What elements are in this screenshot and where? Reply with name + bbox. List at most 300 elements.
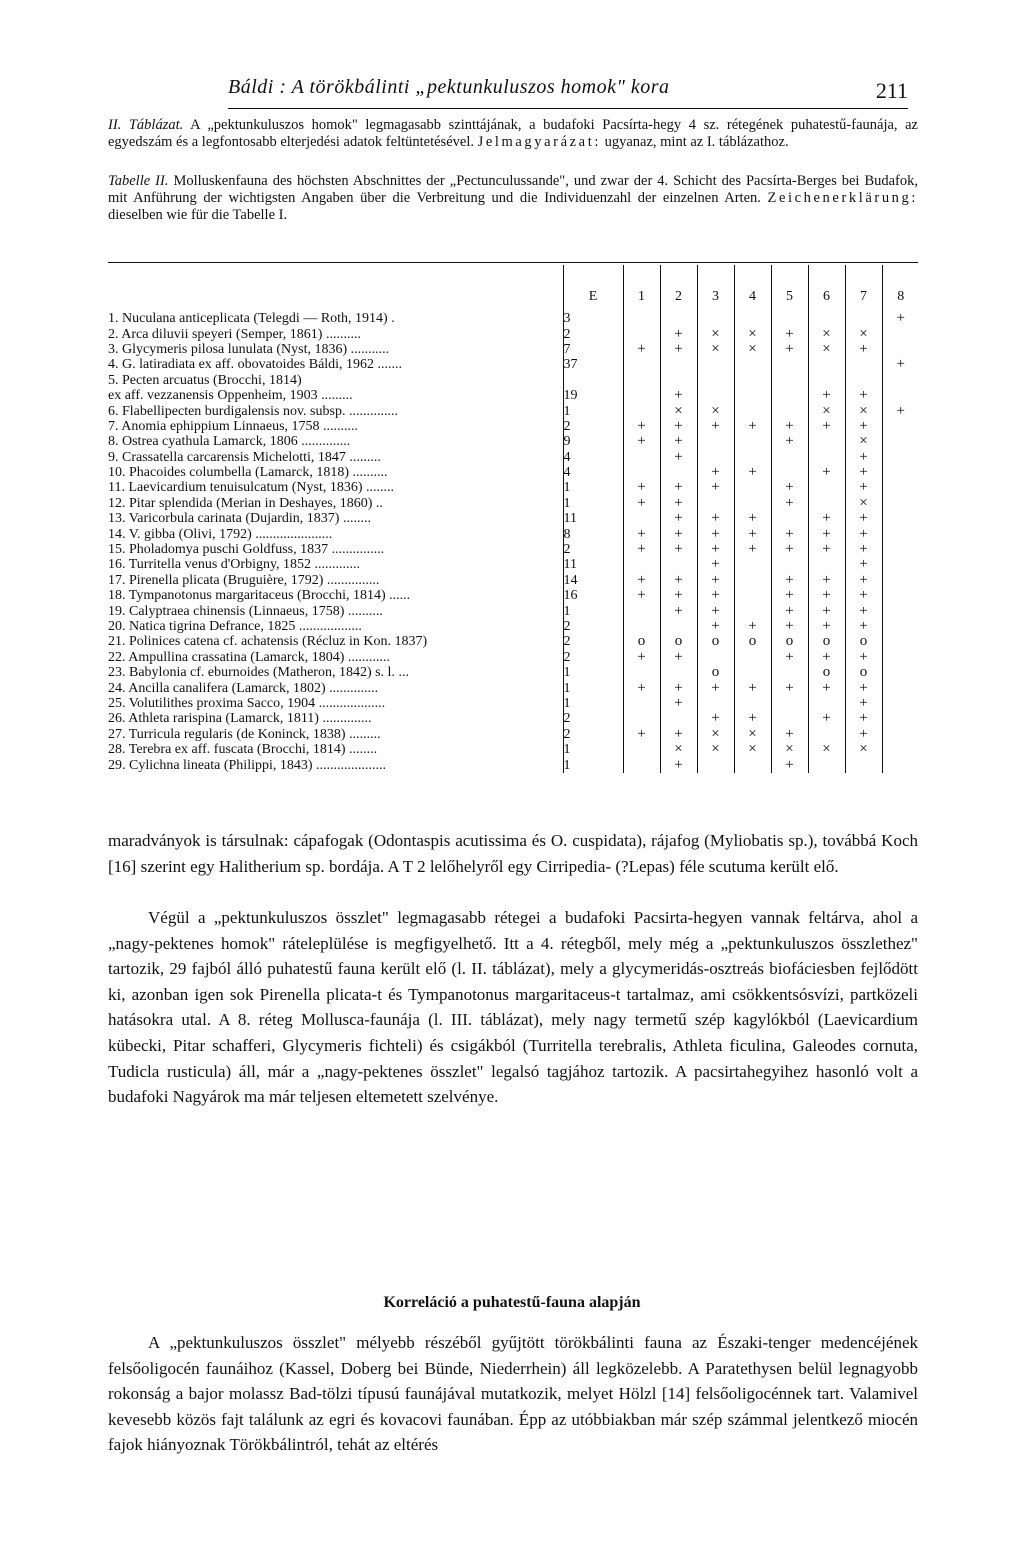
paragraph-1-text: maradványok is társulnak: cápafogak (Odontaspis acutissima és O. cuspidata), rájafog (Myliobatis sp.), továbbá Koch [16] szerint egy Halitherium sp. bordája. A T 2 lelőhelyről egy Cirripedia- (?Lepas) féle scutuma került elő. bbox=[108, 831, 918, 876]
table-row bbox=[108, 388, 919, 403]
distribution-cell: + bbox=[771, 480, 808, 495]
distribution-cell: + bbox=[660, 603, 697, 618]
distribution-cell: + bbox=[845, 557, 882, 572]
distribution-cell: + bbox=[697, 419, 734, 434]
distribution-cell: + bbox=[771, 342, 808, 357]
species-name: 26. Athleta rarispina (Lamarck, 1811) .............. bbox=[108, 711, 372, 727]
distribution-cell: + bbox=[623, 650, 660, 665]
distribution-cell: + bbox=[845, 526, 882, 541]
distribution-cell: × bbox=[734, 742, 771, 757]
distribution-cell bbox=[734, 311, 771, 326]
table-row bbox=[108, 496, 919, 511]
table-header-col-6: 6 bbox=[808, 265, 845, 311]
distribution-cell bbox=[734, 480, 771, 495]
table-row bbox=[108, 342, 919, 357]
species-name: 11. Laevicardium tenuisulcatum (Nyst, 1836) ........ bbox=[108, 480, 395, 496]
distribution-cell: × bbox=[734, 342, 771, 357]
distribution-cell bbox=[734, 650, 771, 665]
distribution-cell: + bbox=[734, 542, 771, 557]
distribution-cell: + bbox=[660, 680, 697, 695]
distribution-cell: + bbox=[771, 619, 808, 634]
individual-count: 2 bbox=[563, 727, 623, 742]
distribution-cell: + bbox=[697, 480, 734, 495]
distribution-cell: × bbox=[845, 496, 882, 511]
distribution-cell: + bbox=[734, 526, 771, 541]
distribution-cell bbox=[660, 665, 697, 680]
species-name: 28. Terebra ex aff. fuscata (Brocchi, 1814) ........ bbox=[108, 742, 378, 758]
individual-count bbox=[563, 373, 623, 388]
distribution-cell: + bbox=[771, 757, 808, 772]
distribution-cell bbox=[882, 557, 919, 572]
individual-count: 1 bbox=[563, 496, 623, 511]
species-name: 12. Pitar splendida (Merian in Deshayes, 1860) .. bbox=[108, 495, 383, 511]
individual-count: 14 bbox=[563, 573, 623, 588]
distribution-cell: + bbox=[882, 357, 919, 372]
table-top-rule bbox=[108, 262, 918, 263]
distribution-cell bbox=[808, 496, 845, 511]
distribution-cell bbox=[808, 757, 845, 772]
distribution-cell bbox=[771, 711, 808, 726]
individual-count: 1 bbox=[563, 757, 623, 772]
body-paragraph-3 bbox=[108, 1330, 918, 1458]
species-name: 19. Calyptraea chinensis (Linnaeus, 1758) .......... bbox=[108, 603, 383, 619]
distribution-cell bbox=[771, 696, 808, 711]
table-row bbox=[108, 311, 919, 326]
distribution-cell: + bbox=[660, 757, 697, 772]
distribution-cell bbox=[623, 557, 660, 572]
distribution-cell bbox=[771, 465, 808, 480]
distribution-cell bbox=[882, 388, 919, 403]
distribution-cell bbox=[808, 357, 845, 372]
species-name: ex aff. vezzanensis Oppenheim, 1903 ......... bbox=[108, 388, 353, 404]
distribution-cell: + bbox=[882, 403, 919, 418]
individual-count: 7 bbox=[563, 342, 623, 357]
table-row bbox=[108, 711, 919, 726]
species-name: 4. G. latiradiata ex aff. obovatoides Báldi, 1962 ....... bbox=[108, 357, 403, 373]
species-name: 5. Pecten arcuatus (Brocchi, 1814) bbox=[108, 372, 302, 388]
distribution-cell bbox=[882, 619, 919, 634]
distribution-cell: + bbox=[845, 619, 882, 634]
distribution-cell bbox=[771, 373, 808, 388]
fauna-table bbox=[108, 265, 919, 773]
species-name: 14. V. gibba (Olivi, 1792) ...................... bbox=[108, 526, 333, 542]
distribution-cell bbox=[808, 727, 845, 742]
table-caption-hungarian bbox=[108, 117, 918, 151]
distribution-cell: o bbox=[697, 634, 734, 649]
species-name: 17. Pirenella plicata (Bruguière, 1792) ............... bbox=[108, 572, 380, 588]
table-header-species bbox=[108, 265, 563, 311]
distribution-cell: + bbox=[660, 696, 697, 711]
distribution-cell: + bbox=[845, 573, 882, 588]
table-row bbox=[108, 619, 919, 634]
paragraph-2-text: Végül a „pektunkuluszos összlet" legmagasabb rétegei a budafoki Pacsirta-hegyen vannak feltárva, ahol a „nagy-pektenes homok" ráteleplülése is megfigyelhető. Itt a 4. rétegből, mely még a „pektunkuluszos összlethez" tartozik, 29 fajból álló puhatestű fauna került elő (l. II. táblázat), mely a glycymeridás-osztreás biofáciesben fejlődött ki, azonban igen sok Pirenella plicata-t és Tympanotonus margaritaceus-t tartalmaz, ami csökkentsósvízi, partközeli hatásokra utal. A 8. réteg Mollusca-faunája (l. III. táblázat), mely nagy termetű szép kagylókból (Laevicardium kübecki, Pitar schafferi, Glycymeris fichteli) és csigákból (Turritella terebralis, Athleta ficulina, Galeodes cornuta, Tudicla rusticula) áll, már a „nagy-pektenes összlet" legalsó tagjához tartozik. A pacsirtahegyihez hasonló volt a budafoki Nagyárok ma már teljesen eltemetett szelvénye. bbox=[108, 908, 918, 1107]
distribution-cell: × bbox=[697, 342, 734, 357]
caption-title-de: Tabelle II. bbox=[108, 173, 169, 189]
distribution-cell: + bbox=[771, 419, 808, 434]
distribution-cell bbox=[623, 403, 660, 418]
distribution-cell bbox=[808, 311, 845, 326]
distribution-cell: + bbox=[697, 711, 734, 726]
distribution-cell bbox=[623, 511, 660, 526]
distribution-cell: + bbox=[660, 588, 697, 603]
distribution-cell: + bbox=[734, 711, 771, 726]
distribution-cell bbox=[882, 711, 919, 726]
distribution-cell: o bbox=[808, 634, 845, 649]
distribution-cell bbox=[623, 311, 660, 326]
distribution-cell: o bbox=[623, 634, 660, 649]
distribution-cell bbox=[882, 603, 919, 618]
distribution-cell bbox=[623, 757, 660, 772]
distribution-cell: + bbox=[845, 727, 882, 742]
distribution-cell bbox=[771, 311, 808, 326]
distribution-cell: + bbox=[660, 419, 697, 434]
species-name: 23. Babylonia cf. eburnoides (Matheron, 1842) s. l. ... bbox=[108, 665, 409, 681]
distribution-cell: + bbox=[808, 588, 845, 603]
distribution-cell bbox=[660, 711, 697, 726]
table-caption-german bbox=[108, 173, 918, 224]
distribution-cell bbox=[697, 434, 734, 449]
distribution-cell: + bbox=[771, 496, 808, 511]
distribution-cell: + bbox=[845, 342, 882, 357]
table-row bbox=[108, 465, 919, 480]
distribution-cell: + bbox=[734, 680, 771, 695]
distribution-cell: + bbox=[771, 542, 808, 557]
distribution-cell: × bbox=[808, 403, 845, 418]
individual-count: 1 bbox=[563, 680, 623, 695]
distribution-cell bbox=[697, 696, 734, 711]
distribution-cell: + bbox=[845, 511, 882, 526]
distribution-cell bbox=[623, 711, 660, 726]
distribution-cell: + bbox=[845, 465, 882, 480]
distribution-cell bbox=[623, 603, 660, 618]
species-name: 29. Cylichna lineata (Philippi, 1843) .................... bbox=[108, 757, 387, 773]
distribution-cell: + bbox=[808, 603, 845, 618]
distribution-cell bbox=[845, 757, 882, 772]
distribution-cell bbox=[882, 588, 919, 603]
distribution-cell: + bbox=[623, 480, 660, 495]
distribution-cell bbox=[845, 373, 882, 388]
distribution-cell: + bbox=[845, 696, 882, 711]
species-name: 10. Phacoides columbella (Lamarck, 1818) .......... bbox=[108, 465, 388, 481]
distribution-cell bbox=[623, 619, 660, 634]
table-header-col-E: E bbox=[563, 265, 623, 311]
distribution-cell bbox=[882, 526, 919, 541]
page-number: 211 bbox=[875, 78, 908, 103]
distribution-cell bbox=[882, 480, 919, 495]
header-rule bbox=[228, 108, 908, 109]
distribution-cell bbox=[623, 465, 660, 480]
distribution-cell bbox=[808, 696, 845, 711]
individual-count: 1 bbox=[563, 403, 623, 418]
distribution-cell bbox=[734, 757, 771, 772]
distribution-cell: × bbox=[697, 326, 734, 341]
distribution-cell bbox=[734, 588, 771, 603]
paragraph-3-text: A „pektunkuluszos összlet" mélyebb részéből gyűjtött törökbálinti fauna az Északi-tenger medencéjének felsőoligocén faunáihoz (Kassel, Doberg bei Bünde, Niederrhein) áll legközelebb. A Paratethysen belül legnagyobb rokonság a bajor molassz Bad-tölzi típusú faunájával mutatkozik, melyet Hölzl [14] felsőoligocénnek tart. Valamivel kevesebb közös fajt találunk az egri és kovacovi faunában. Épp az utóbbiakban már szép számmal jelentkező miocén fajok hiányoznak Törökbálintról, tehát az eltérés bbox=[108, 1333, 918, 1455]
table-row bbox=[108, 326, 919, 341]
individual-count: 4 bbox=[563, 450, 623, 465]
distribution-cell bbox=[882, 434, 919, 449]
caption-legend-text-de: dieselben wie für die Tabelle I. bbox=[108, 207, 288, 223]
distribution-cell bbox=[882, 650, 919, 665]
individual-count: 1 bbox=[563, 696, 623, 711]
distribution-cell: + bbox=[845, 388, 882, 403]
distribution-cell bbox=[882, 326, 919, 341]
distribution-cell bbox=[845, 357, 882, 372]
distribution-cell bbox=[697, 650, 734, 665]
distribution-cell: + bbox=[660, 326, 697, 341]
distribution-cell bbox=[660, 357, 697, 372]
distribution-cell bbox=[882, 511, 919, 526]
distribution-cell: + bbox=[623, 434, 660, 449]
distribution-cell: o bbox=[845, 634, 882, 649]
distribution-cell: × bbox=[808, 742, 845, 757]
distribution-cell bbox=[660, 311, 697, 326]
distribution-cell bbox=[882, 450, 919, 465]
caption-legend-text-hu: ugyanaz, mint az I. táblázathoz. bbox=[604, 134, 789, 150]
table-row bbox=[108, 696, 919, 711]
distribution-cell: + bbox=[697, 557, 734, 572]
distribution-cell: + bbox=[660, 727, 697, 742]
distribution-cell bbox=[734, 665, 771, 680]
distribution-cell bbox=[882, 634, 919, 649]
table-header-col-2: 2 bbox=[660, 265, 697, 311]
individual-count: 1 bbox=[563, 742, 623, 757]
distribution-cell: + bbox=[660, 388, 697, 403]
distribution-cell bbox=[882, 727, 919, 742]
distribution-cell bbox=[623, 742, 660, 757]
distribution-cell bbox=[734, 403, 771, 418]
distribution-cell bbox=[623, 388, 660, 403]
individual-count: 1 bbox=[563, 665, 623, 680]
table-row bbox=[108, 357, 919, 372]
distribution-cell: + bbox=[845, 419, 882, 434]
individual-count: 4 bbox=[563, 465, 623, 480]
distribution-cell bbox=[660, 557, 697, 572]
page-header bbox=[228, 70, 908, 110]
caption-legend-label-hu: Jelmagyarázat: bbox=[477, 134, 601, 150]
species-name: 13. Varicorbula carinata (Dujardin, 1837) ........ bbox=[108, 511, 371, 527]
table-header-col-5: 5 bbox=[771, 265, 808, 311]
distribution-cell bbox=[734, 357, 771, 372]
distribution-cell: + bbox=[660, 342, 697, 357]
individual-count: 2 bbox=[563, 619, 623, 634]
section-heading: Korreláció a puhatestű-fauna alapján bbox=[383, 1294, 641, 1311]
distribution-cell bbox=[808, 373, 845, 388]
distribution-cell: + bbox=[808, 542, 845, 557]
distribution-cell: + bbox=[845, 542, 882, 557]
distribution-cell bbox=[697, 388, 734, 403]
caption-legend-label-de: Zeichenerklärung: bbox=[767, 190, 918, 206]
distribution-cell bbox=[771, 511, 808, 526]
table-header-col-3: 3 bbox=[697, 265, 734, 311]
distribution-cell bbox=[882, 465, 919, 480]
distribution-cell: × bbox=[734, 326, 771, 341]
distribution-cell: + bbox=[734, 419, 771, 434]
distribution-cell: + bbox=[808, 526, 845, 541]
table-row bbox=[108, 650, 919, 665]
caption-text-de: Molluskenfauna des höchsten Abschnittes der „Pectunculussande", und zwar der 4. Schicht des Pacsírta-Berges bei Budafok, mit Anführung der wichtigsten Angaben über die Verbreitung und die Individuenzahl der einzelnen Arten. bbox=[108, 173, 919, 206]
table-row bbox=[108, 557, 919, 572]
distribution-cell: × bbox=[697, 727, 734, 742]
distribution-cell bbox=[734, 573, 771, 588]
table-row bbox=[108, 434, 919, 449]
table-row bbox=[108, 727, 919, 742]
distribution-cell: o bbox=[771, 634, 808, 649]
distribution-cell: + bbox=[882, 311, 919, 326]
distribution-cell: + bbox=[845, 450, 882, 465]
species-name: 20. Natica tigrina Defrance, 1825 .................. bbox=[108, 619, 362, 634]
distribution-cell: + bbox=[623, 526, 660, 541]
distribution-cell: × bbox=[660, 742, 697, 757]
distribution-cell: + bbox=[771, 573, 808, 588]
table-row bbox=[108, 542, 919, 557]
individual-count: 9 bbox=[563, 434, 623, 449]
species-name: 21. Polinices catena cf. achatensis (Récluz in Kon. 1837) bbox=[108, 634, 428, 650]
table-row bbox=[108, 419, 919, 434]
species-name: 16. Turritella venus d'Orbigny, 1852 ............. bbox=[108, 557, 361, 573]
distribution-cell bbox=[697, 373, 734, 388]
distribution-cell bbox=[808, 450, 845, 465]
distribution-cell bbox=[734, 373, 771, 388]
distribution-cell: + bbox=[660, 526, 697, 541]
table-row bbox=[108, 573, 919, 588]
species-name: 22. Ampullina crassatina (Lamarck, 1804) ............ bbox=[108, 649, 390, 665]
distribution-cell: + bbox=[660, 450, 697, 465]
individual-count: 2 bbox=[563, 542, 623, 557]
species-name: 3. Glycymeris pilosa lunulata (Nyst, 1836) ........... bbox=[108, 341, 390, 357]
distribution-cell bbox=[882, 742, 919, 757]
individual-count: 19 bbox=[563, 388, 623, 403]
individual-count: 2 bbox=[563, 650, 623, 665]
distribution-cell bbox=[623, 326, 660, 341]
species-name: 6. Flabellipecten burdigalensis nov. subsp. .............. bbox=[108, 403, 398, 419]
distribution-cell bbox=[808, 434, 845, 449]
table-header-col-1: 1 bbox=[623, 265, 660, 311]
distribution-cell: o bbox=[845, 665, 882, 680]
distribution-cell bbox=[808, 480, 845, 495]
body-paragraph-1 bbox=[108, 828, 918, 879]
table-header-col-7: 7 bbox=[845, 265, 882, 311]
distribution-cell bbox=[882, 373, 919, 388]
table-row bbox=[108, 634, 919, 649]
distribution-cell: + bbox=[808, 650, 845, 665]
table-row bbox=[108, 526, 919, 541]
species-name: 24. Ancilla canalifera (Lamarck, 1802) .............. bbox=[108, 680, 379, 696]
distribution-cell bbox=[697, 450, 734, 465]
individual-count: 2 bbox=[563, 711, 623, 726]
distribution-cell: + bbox=[623, 588, 660, 603]
species-name: 27. Turricula regularis (de Koninck, 1838) ......... bbox=[108, 726, 381, 742]
distribution-cell bbox=[697, 311, 734, 326]
table-row bbox=[108, 403, 919, 418]
distribution-cell: + bbox=[623, 342, 660, 357]
distribution-cell: + bbox=[771, 434, 808, 449]
distribution-cell bbox=[697, 496, 734, 511]
distribution-cell: × bbox=[845, 742, 882, 757]
distribution-cell bbox=[660, 373, 697, 388]
distribution-cell: + bbox=[734, 511, 771, 526]
distribution-cell: + bbox=[660, 511, 697, 526]
table-row bbox=[108, 511, 919, 526]
individual-count: 2 bbox=[563, 326, 623, 341]
distribution-cell bbox=[771, 403, 808, 418]
caption-title-hu: II. Táblázat. bbox=[108, 117, 184, 133]
table-row bbox=[108, 680, 919, 695]
distribution-cell: + bbox=[771, 603, 808, 618]
distribution-cell: × bbox=[697, 403, 734, 418]
species-name: 9. Crassatella carcarensis Michelotti, 1847 ......... bbox=[108, 449, 381, 465]
caption-text-hu: A „pektunkuluszos homok" legmagasabb szinttájának, a budafoki Pacsírta-hegy 4 sz. rétegének puhatestű-faunája, az egyedszám és a legfontosabb elterjedési adatok feltüntetésével. bbox=[108, 117, 918, 150]
species-name: 18. Tympanotonus margaritaceus (Brocchi, 1814) ...... bbox=[108, 588, 411, 604]
distribution-cell: + bbox=[845, 680, 882, 695]
distribution-cell bbox=[623, 373, 660, 388]
distribution-cell bbox=[771, 557, 808, 572]
distribution-cell: + bbox=[734, 465, 771, 480]
table-header-col-4: 4 bbox=[734, 265, 771, 311]
distribution-cell: + bbox=[623, 419, 660, 434]
distribution-cell bbox=[734, 388, 771, 403]
distribution-cell: + bbox=[771, 326, 808, 341]
table-row bbox=[108, 742, 919, 757]
table-row bbox=[108, 588, 919, 603]
individual-count: 8 bbox=[563, 526, 623, 541]
table-row bbox=[108, 603, 919, 618]
distribution-cell: o bbox=[808, 665, 845, 680]
distribution-cell bbox=[734, 696, 771, 711]
body-paragraph-2 bbox=[108, 905, 918, 1110]
distribution-cell: + bbox=[697, 511, 734, 526]
distribution-cell bbox=[882, 665, 919, 680]
distribution-cell: + bbox=[623, 727, 660, 742]
distribution-cell: + bbox=[845, 711, 882, 726]
distribution-cell: o bbox=[734, 634, 771, 649]
individual-count: 37 bbox=[563, 357, 623, 372]
distribution-cell: + bbox=[660, 650, 697, 665]
individual-count: 2 bbox=[563, 634, 623, 649]
distribution-cell bbox=[882, 696, 919, 711]
distribution-cell: + bbox=[845, 480, 882, 495]
distribution-cell: + bbox=[623, 542, 660, 557]
distribution-cell: + bbox=[697, 588, 734, 603]
distribution-cell: + bbox=[697, 465, 734, 480]
distribution-cell: + bbox=[697, 542, 734, 557]
distribution-cell: + bbox=[845, 588, 882, 603]
distribution-cell: + bbox=[771, 588, 808, 603]
distribution-cell: + bbox=[660, 542, 697, 557]
distribution-cell: + bbox=[808, 680, 845, 695]
distribution-cell bbox=[771, 357, 808, 372]
distribution-cell: × bbox=[845, 326, 882, 341]
distribution-cell: + bbox=[697, 526, 734, 541]
distribution-cell: + bbox=[660, 496, 697, 511]
individual-count: 11 bbox=[563, 511, 623, 526]
distribution-cell: × bbox=[808, 342, 845, 357]
distribution-cell: + bbox=[771, 650, 808, 665]
distribution-cell bbox=[623, 450, 660, 465]
distribution-cell bbox=[697, 757, 734, 772]
distribution-cell: × bbox=[845, 403, 882, 418]
distribution-cell bbox=[697, 357, 734, 372]
distribution-cell: + bbox=[845, 603, 882, 618]
distribution-cell: + bbox=[808, 388, 845, 403]
table-body bbox=[108, 311, 919, 773]
individual-count: 16 bbox=[563, 588, 623, 603]
distribution-cell: + bbox=[771, 727, 808, 742]
distribution-cell: × bbox=[845, 434, 882, 449]
distribution-cell: + bbox=[808, 619, 845, 634]
running-head: Báldi : A törökbálinti „pektunkuluszos homok" kora bbox=[228, 76, 670, 98]
distribution-cell bbox=[734, 603, 771, 618]
